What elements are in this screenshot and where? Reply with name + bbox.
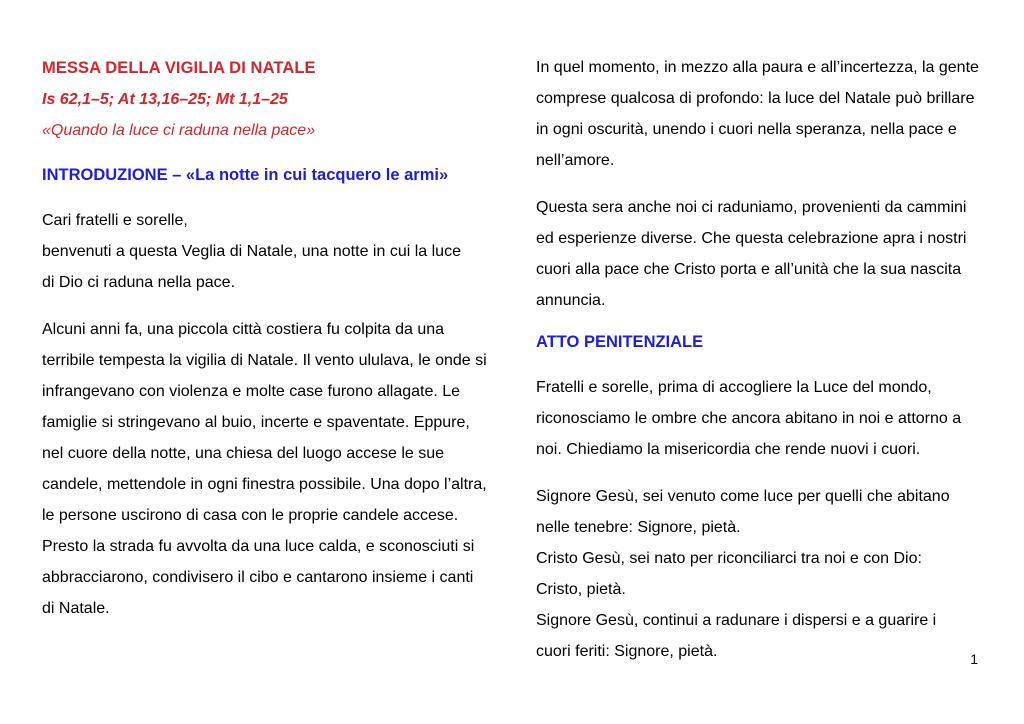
penitential-invocations bbox=[536, 465, 984, 667]
two-column-layout bbox=[42, 52, 982, 667]
document-motto: «Quando la luce ci raduna nella pace» bbox=[42, 122, 316, 140]
greeting-line-1: Cari fratelli e sorelle, bbox=[42, 211, 188, 229]
page-title: MESSA DELLA VIGILIA DI NATALE bbox=[42, 59, 316, 77]
invocation-2-line-1: Cristo Gesù, sei nato per riconciliarci tra noi e con Dio: bbox=[536, 550, 922, 568]
invocation-1-line-2: nelle tenebre: Signore, pietà. bbox=[536, 519, 741, 537]
page-number: 1 bbox=[970, 651, 978, 667]
greeting-paragraph bbox=[42, 191, 490, 298]
invocation-1-line-1: Signore Gesù, sei venuto come luce per quelli che abitano bbox=[536, 488, 950, 506]
greeting-line-3: di Dio ci raduna nella pace. bbox=[42, 273, 236, 291]
reflection-paragraph: In quel momento, in mezzo alla paura e all’incertezza, la gente comprese qualcosa di profondo: la luce del Natale può brillare in ogni oscurità, unendo i cuori nella speranza, nella pace e nell’amore. bbox=[536, 59, 979, 169]
invocation-2-line-2: Cristo, pietà. bbox=[536, 581, 626, 599]
right-column bbox=[536, 52, 984, 667]
story-paragraph: Alcuni anni fa, una piccola città costiera fu colpita da una terribile tempesta la vigilia di Natale. Il vento ululava, le onde si infrangevano con violenza e molte case furono allagate. Le famiglie si stringevano al buio, incerte e spaventate. Eppure, nel cuore della notte, una chiesa del luogo accese le sue candele, mettendole in ogni finestra possibile. Una dopo l’altra, le persone uscirono di casa con le proprie candele accese. Presto la strada fu avvolta da una luce calda, e sconosciuti si abbracciarono, condivisero il cibo e cantarono insieme i canti di Natale. bbox=[42, 320, 487, 617]
gathering-paragraph: Questa sera anche noi ci raduniamo, provenienti da cammini ed esperienze diverse. Che questa celebrazione apra i nostri cuori alla pace che Cristo porta e all’unità che la sua nascita annuncia. bbox=[536, 199, 967, 309]
greeting-line-2: benvenuti a questa Veglia di Natale, una notte in cui la luce bbox=[42, 242, 461, 260]
readings-reference: Is 62,1–5; At 13,16–25; Mt 1,1–25 bbox=[42, 91, 288, 109]
penitential-intro-paragraph: Fratelli e sorelle, prima di accogliere la Luce del mondo, riconosciamo le ombre che ancora abitano in noi e attorno a noi. Chiediamo la misericordia che rende nuovi i cuori. bbox=[536, 379, 962, 459]
left-column bbox=[42, 52, 490, 624]
invocation-3-line-2: cuori feriti: Signore, pietà. bbox=[536, 643, 718, 661]
section-heading-introduzione: INTRODUZIONE – «La notte in cui tacquero le armi» bbox=[42, 165, 449, 184]
invocation-3-line-1: Signore Gesù, continui a radunare i dispersi e a guarire i bbox=[536, 612, 937, 630]
section-heading-atto-penitenziale: ATTO PENITENZIALE bbox=[536, 333, 704, 351]
